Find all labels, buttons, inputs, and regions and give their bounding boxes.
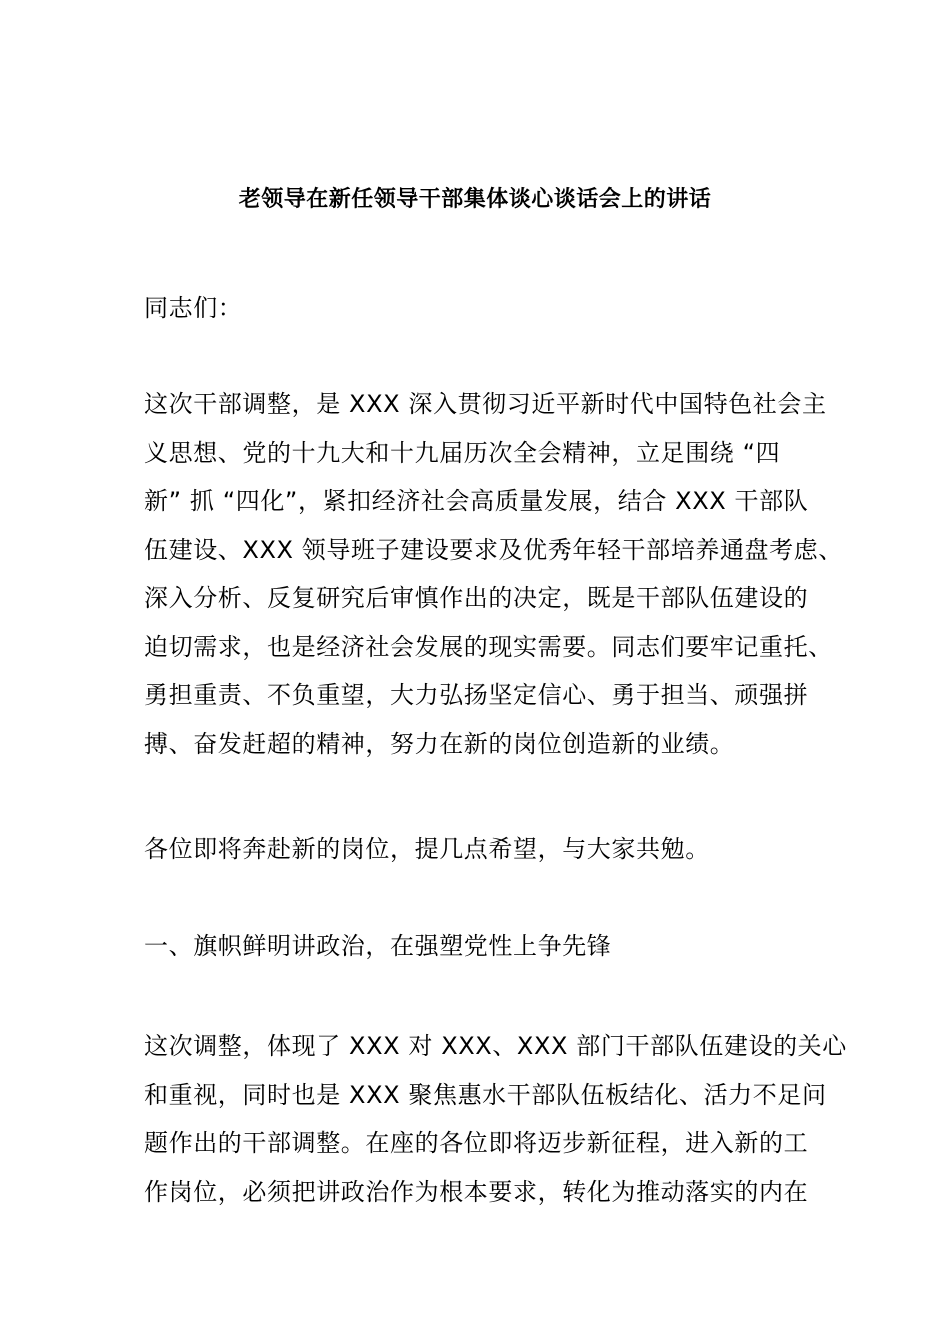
salutation <box>144 284 814 333</box>
document-title: 老领导在新任领导干部集体谈心谈话会上的讲话 <box>238 187 712 212</box>
salutation-text: 同志们： <box>144 294 243 322</box>
paragraph-line: 这次调整，体现了 XXX 对 XXX、XXX 部门干部队伍建设的关心 <box>144 1032 847 1060</box>
section-heading-1 <box>144 922 814 971</box>
paragraph-line: 勇担重责、不负重望，大力弘扬坚定信心、勇于担当、顽强拼 <box>144 681 809 709</box>
paragraph-line: 各位即将奔赴新的岗位，提几点希望，与大家共勉。 <box>144 835 710 863</box>
paragraph-section-1 <box>144 1022 847 1216</box>
paragraph-hopes <box>144 825 814 874</box>
paragraph-line: 题作出的干部调整。在座的各位即将迈步新征程，进入新的工 <box>144 1129 809 1157</box>
paragraph-intro <box>144 380 843 768</box>
paragraph-line: 义思想、党的十九大和十九届历次全会精神，立足围绕 “四 <box>144 438 781 467</box>
paragraph-line: 迫切需求，也是经济社会发展的现实需要。同志们要牢记重托、 <box>144 632 833 661</box>
section-heading-text: 一、旗帜鲜明讲政治，在强塑党性上争先锋 <box>144 932 612 960</box>
paragraph-line: 搏、奋发赶超的精神，努力在新的岗位创造新的业绩。 <box>144 729 735 758</box>
paragraph-line: 作岗位，必须把讲政治作为根本要求，转化为推动落实的内在 <box>144 1177 809 1206</box>
paragraph-line: 伍建设、XXX 领导班子建设要求及优秀年轻干部培养通盘考虑、 <box>144 535 843 564</box>
paragraph-line: 新” 抓 “四化”，紧扣经济社会高质量发展，结合 XXX 干部队 <box>144 487 809 515</box>
paragraph-line: 这次干部调整，是 XXX 深入贯彻习近平新时代中国特色社会主 <box>144 390 827 418</box>
paragraph-line: 深入分析、反复研究后审慎作出的决定，既是干部队伍建设的 <box>144 584 809 612</box>
paragraph-line: 和重视，同时也是 XXX 聚焦惠水干部队伍板结化、活力不足问 <box>144 1080 827 1109</box>
